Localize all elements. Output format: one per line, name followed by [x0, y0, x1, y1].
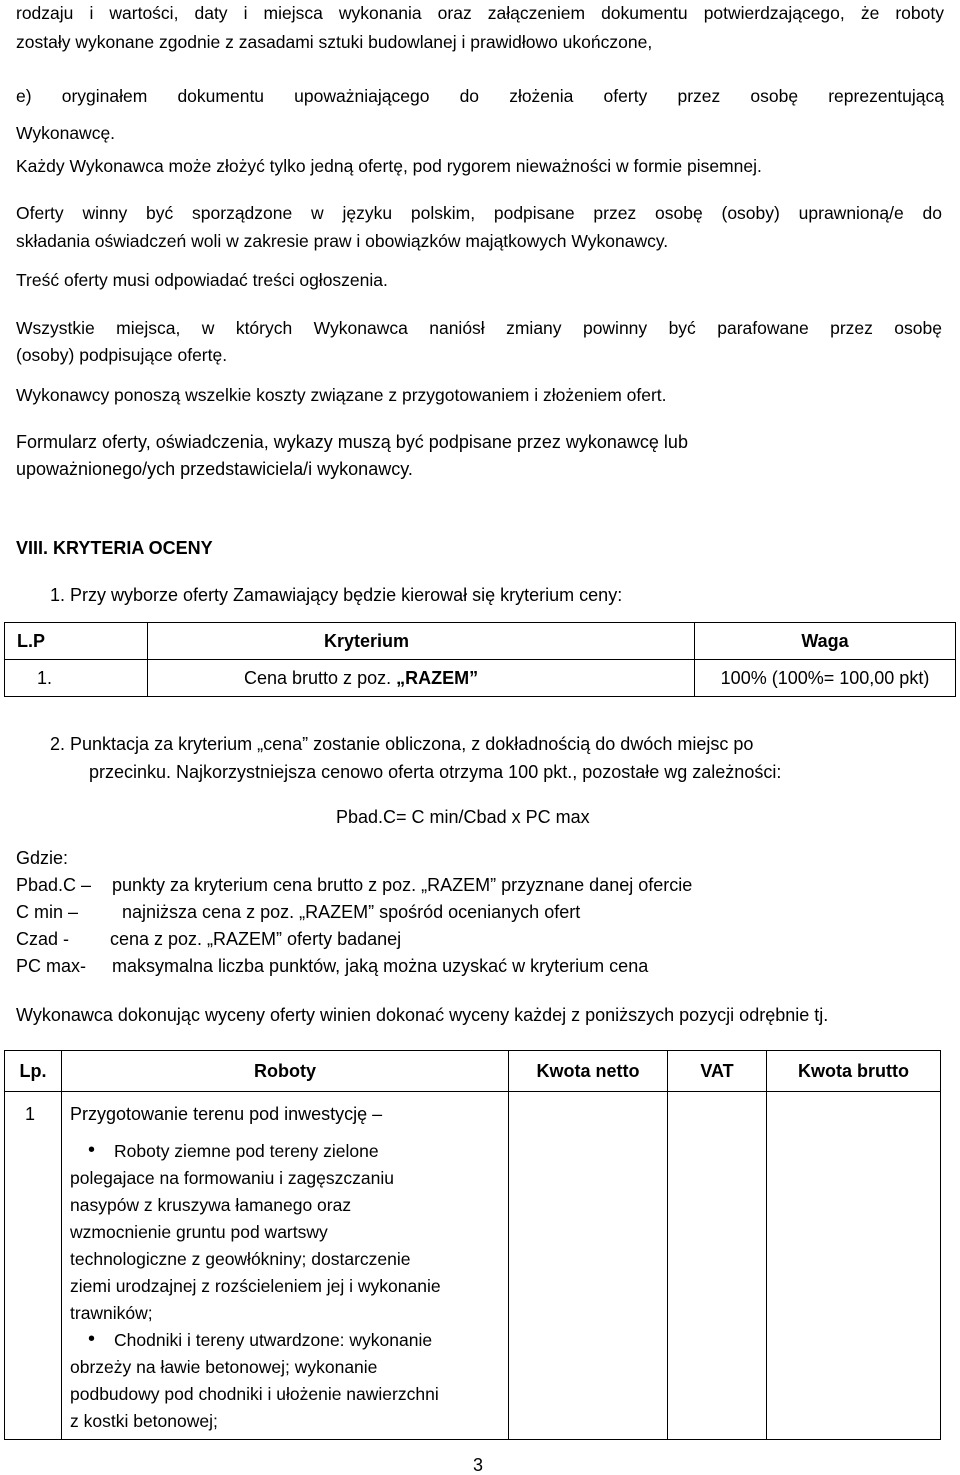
item-2-line-1: 2. Punktacja za kryterium „cena” zostanie obliczona, z dokładnością do dwóch miejsc po	[50, 734, 754, 754]
bullet-1-line: ziemi urodzajnej z rozścieleniem jej i wykonanie	[70, 1276, 441, 1296]
works-header-kwota-netto: Kwota netto	[509, 1051, 668, 1092]
works-bullet-1-cont	[70, 1165, 508, 1327]
works-cell-lp: 1	[5, 1092, 62, 1440]
criteria-header-waga: Waga	[695, 623, 956, 660]
bullet-2-line: • Chodniki i tereny utwardzone: wykonanie	[114, 1330, 433, 1350]
intro-line-2: zostały wykonane zgodnie z zasadami sztuki budowlanej i prawidłowo ukończone,	[16, 32, 653, 52]
bullet-1-line: • Roboty ziemne pod tereny zielone	[114, 1141, 379, 1161]
criteria-table	[4, 622, 956, 697]
criteria-cell-waga: 100% (100%= 100,00 pkt)	[695, 660, 956, 697]
intro-line-1: rodzaju i wartości, daty i miejsca wykonania oraz załączeniem dokumentu potwierdzającego, że roboty	[16, 3, 944, 23]
works-cell-kwota-brutto	[767, 1092, 941, 1440]
legend-term-3: Czad -	[16, 929, 70, 949]
criteria-table-header	[5, 623, 956, 660]
works-table	[4, 1050, 941, 1440]
works-header-vat: VAT	[668, 1051, 767, 1092]
bullet-1-line: wzmocnienie gruntu pod wartswy	[70, 1222, 328, 1242]
works-item-title: Przygotowanie terenu pod inwestycję –	[70, 1104, 383, 1124]
intro-line-12: Formularz oferty, oświadczenia, wykazy muszą być podpisane przez wykonawcę lub	[16, 432, 688, 452]
bullet-2-line: obrzeży na ławie betonowej; wykonanie	[70, 1357, 378, 1377]
legend-desc-1: punkty za kryterium cena brutto z poz. „RAZEM” przyznane danej ofercie	[112, 875, 693, 895]
intro-line-8: Treść oferty musi odpowiadać treści ogłoszenia.	[16, 270, 388, 290]
intro-line-11: Wykonawcy ponoszą wszelkie koszty związane z przygotowaniem i złożeniem ofert.	[16, 385, 667, 405]
bullet-1-line: trawników;	[70, 1303, 153, 1323]
criteria-cell-kryterium-text: Cena brutto z poz.	[244, 667, 397, 688]
criteria-cell-kryterium-razem: „RAZEM”	[396, 667, 479, 688]
legend-title: Gdzie:	[16, 848, 69, 868]
legend-term-4: PC max-	[16, 956, 87, 976]
legend-desc-4: maksymalna liczba punktów, jaką można uzyskać w kryterium cena	[112, 956, 649, 976]
closing-sentence: Wykonawca dokonując wyceny oferty winien dokonać wyceny każdej z poniższych pozycji odrębnie tj.	[16, 1005, 829, 1025]
works-header-lp: Lp.	[5, 1051, 62, 1092]
intro-line-5: Każdy Wykonawca może złożyć tylko jedną ofertę, pod rygorem nieważności w formie pisemnej.	[16, 156, 762, 176]
works-cell-vat	[668, 1092, 767, 1440]
intro-line-9: Wszystkie miejsca, w których Wykonawca naniósł zmiany powinny być parafowane przez osobę	[16, 318, 942, 338]
legend-term-1: Pbad.C –	[16, 875, 92, 895]
intro-line-6: Oferty winny być sporządzone w języku polskim, podpisane przez osobę (osoby) uprawnioną/e do	[16, 203, 942, 223]
works-header-kwota-brutto: Kwota brutto	[767, 1051, 941, 1092]
bullet-1-line: technologiczne z geowłókniny; dostarczenie	[70, 1249, 411, 1269]
criteria-table-row	[5, 660, 956, 697]
criteria-cell-kryterium	[148, 660, 695, 697]
section-item-1: 1. Przy wyborze oferty Zamawiający będzie kierował się kryterium ceny:	[50, 585, 623, 605]
criteria-header-kryterium: Kryterium	[148, 623, 695, 660]
works-cell-roboty	[62, 1092, 509, 1440]
bullet-1-line: polegajace na formowaniu i zagęszczaniu	[70, 1168, 394, 1188]
intro-line-13: upoważnionego/ych przedstawiciela/i wykonawcy.	[16, 459, 413, 479]
section-heading: VIII. KRYTERIA OCENY	[16, 538, 213, 558]
intro-line-10: (osoby) podpisujące ofertę.	[16, 345, 228, 365]
bullet-1-line: nasypów z kruszywa łamanego oraz	[70, 1195, 352, 1215]
intro-line-4: Wykonawcę.	[16, 123, 116, 143]
bullet-2-line: podbudowy pod chodniki i ułożenie nawierzchni	[70, 1384, 439, 1404]
works-bullet-2-cont	[70, 1354, 508, 1435]
works-bullet-1	[70, 1138, 508, 1165]
bullet-2-line: z kostki betonowej;	[70, 1411, 218, 1431]
works-table-row	[5, 1092, 941, 1440]
intro-line-7: składania oświadczeń woli w zakresie praw i obowiązków majątkowych Wykonawcy.	[16, 231, 669, 251]
criteria-header-lp: L.P	[5, 623, 148, 660]
legend-desc-2: najniższa cena z poz. „RAZEM” spośród ocenianych ofert	[122, 902, 581, 922]
works-bullet-2	[70, 1327, 508, 1354]
works-cell-kwota-netto	[509, 1092, 668, 1440]
intro-line-3: e) oryginałem dokumentu upoważniającego do złożenia oferty przez osobę reprezentującą	[16, 86, 944, 106]
item-2-line-2: przecinku. Najkorzystniejsza cenowo oferta otrzyma 100 pkt., pozostałe wg zależności:	[89, 762, 782, 782]
criteria-cell-lp: 1.	[5, 660, 148, 697]
works-header-roboty: Roboty	[62, 1051, 509, 1092]
legend-term-2: C min –	[16, 902, 79, 922]
works-table-header	[5, 1051, 941, 1092]
page-number: 3	[473, 1455, 484, 1475]
legend-desc-3: cena z poz. „RAZEM” oferty badanej	[110, 929, 402, 949]
formula: Pbad.C= C min/Cbad x PC max	[336, 807, 590, 827]
